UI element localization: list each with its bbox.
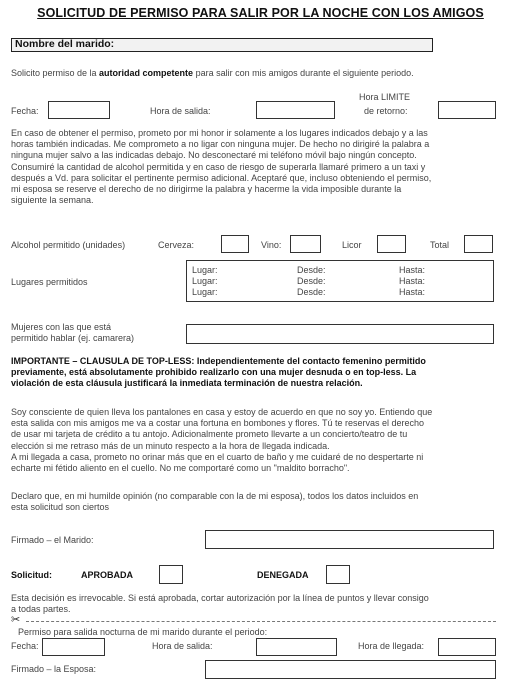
topless-clause-line: violación de esta cláusula justificará la inmediata terminación de nuestra relación.	[11, 378, 363, 389]
husband-signature-input[interactable]	[205, 530, 494, 549]
coupon-departure-label: Hora de salida:	[152, 641, 213, 651]
topless-clause-text: Independientemente del contacto femenino permitido	[194, 356, 426, 366]
conscience-line: elección si me retraso más de un minuto respecto a la hora de llegada indicada.	[11, 440, 330, 451]
approved-label: APROBADA	[81, 570, 134, 580]
beer-label: Cerveza:	[158, 240, 195, 250]
from-label: Desde:	[297, 265, 326, 275]
promise-line: ninguna mujer salvo a las indicadas debajo. No desconectaré mi teléfono móvil bajo ningún concepto.	[11, 150, 417, 161]
return-limit-label-line2: de retorno:	[364, 106, 408, 116]
irrevocable-paragraph	[11, 593, 516, 615]
coupon-departure-input[interactable]	[256, 638, 337, 656]
promise-line: Consumiré la cantidad de alcohol permitida y en caso de riesgo de superarla llamaré primero a un taxi y	[11, 161, 426, 172]
page-title: SOLICITUD DE PERMISO PARA SALIR POR LA NOCHE CON LOS AMIGOS	[37, 6, 484, 20]
intro-text-bold: autoridad competente	[99, 68, 194, 78]
declaration-line: Declaro que, en mi humilde opinión (no comparable con la de mi esposa), todos los datos incluidos en	[11, 491, 419, 501]
total-label: Total	[430, 240, 450, 250]
from-label: Desde:	[297, 276, 326, 286]
women-label-line2: permitido hablar (ej. camarera)	[11, 333, 135, 343]
date-input[interactable]	[48, 101, 110, 119]
from-label: Desde:	[297, 287, 326, 297]
topless-clause-heading: IMPORTANTE – CLAUSULA DE TOP-LESS:	[11, 356, 195, 366]
promise-line: horas también indicadas. Me comprometo a no ligar con ninguna mujer. De hecho no dirigiré la palabra a	[11, 139, 430, 150]
liquor-input[interactable]	[377, 235, 406, 253]
place-label: Lugar:	[192, 287, 218, 297]
intro-text	[11, 68, 414, 79]
promise-line: después a Vd. para solicitar el pertinente permiso adicional. Aceptaré que, incluso obteniendo el permiso,	[11, 172, 432, 183]
conscience-paragraph	[11, 407, 516, 474]
irrevocable-line: a todas partes.	[11, 604, 71, 615]
conscience-line: de usar mi tarjeta de crédito a tu antojo. Adicionalmente prometo llevarte a un concierto/teatro de tu	[11, 429, 408, 440]
conscience-line: Soy consciente de quien lleva los pantalones en casa y estoy de acuerdo en que no soy yo. Entiendo que	[11, 407, 433, 417]
places-label: Lugares permitidos	[11, 277, 88, 287]
coupon-arrival-label: Hora de llegada:	[358, 641, 425, 651]
return-limit-label-line1: Hora LIMITE	[359, 92, 411, 102]
intro-text-end: para salir con mis amigos durante el siguiente periodo.	[193, 68, 414, 78]
intro-text-start: Solicito permiso de la	[11, 68, 100, 78]
wine-label: Vino:	[261, 240, 282, 250]
place-label: Lugar:	[192, 276, 218, 286]
denied-label: DENEGADA	[257, 570, 309, 580]
husband-name-field[interactable]	[11, 38, 433, 52]
conscience-line: echarte mi fétido aliento en el cuello. No me comportaré como un "maldito borracho".	[11, 463, 350, 474]
coupon-date-input[interactable]	[42, 638, 105, 656]
return-limit-input[interactable]	[438, 101, 496, 119]
place-label: Lugar:	[192, 265, 218, 275]
declaration-line: esta solicitud son ciertos	[11, 502, 110, 513]
promise-paragraph	[11, 128, 511, 206]
departure-time-label: Hora de salida:	[150, 106, 211, 116]
topless-clause-line	[11, 356, 516, 367]
women-label-line1: Mujeres con las que está	[11, 322, 112, 332]
husband-signature-label: Firmado – el Marido:	[11, 535, 94, 545]
declaration-paragraph	[11, 491, 516, 513]
to-label: Hasta:	[399, 287, 426, 297]
approved-checkbox[interactable]	[159, 565, 183, 584]
beer-input[interactable]	[221, 235, 249, 253]
wife-signature-label: Firmado – la Esposa:	[11, 664, 97, 674]
coupon-heading: Permiso para salida nocturna de mi marido durante el periodo:	[18, 627, 268, 637]
husband-name-label: Nombre del marido:	[15, 38, 115, 50]
cut-line[interactable]	[26, 621, 496, 622]
to-label: Hasta:	[399, 276, 426, 286]
coupon-date-label: Fecha:	[11, 641, 39, 651]
promise-line: En caso de obtener el permiso, prometo por mi honor ir solamente a los lugares indicados debajo y a las	[11, 128, 428, 138]
total-input[interactable]	[464, 235, 493, 253]
liquor-label: Licor	[342, 240, 362, 250]
wine-input[interactable]	[290, 235, 321, 253]
places-box[interactable]	[186, 260, 494, 302]
coupon-arrival-input[interactable]	[438, 638, 496, 656]
topless-clause-line: previamente, está absolutamente prohibido realizarlo con una mujer desnuda o en top-less. La	[11, 367, 417, 378]
conscience-line: A mi llegada a casa, prometo no orinar más que en el cuarto de baño y me cuidaré de no despertarte ni	[11, 451, 424, 462]
date-label: Fecha:	[11, 106, 39, 116]
conscience-line: esta salida con mis amigos me va a costar una fortuna en bombones y flores. Tú te reservas el derecho	[11, 418, 425, 429]
to-label: Hasta:	[399, 265, 426, 275]
irrevocable-line: Esta decisión es irrevocable. Si está aprobada, cortar autorización por la línea de puntos y llevar consigo	[11, 593, 429, 603]
scissors-icon: ✂	[11, 614, 21, 626]
promise-line: mi esposa se reserve el derecho de no dirigirme la palabra y hacerme la vida imposible durante la	[11, 184, 402, 195]
alcohol-label: Alcohol permitido (unidades)	[11, 240, 126, 250]
promise-line: siguiente la semana.	[11, 195, 94, 206]
denied-checkbox[interactable]	[326, 565, 350, 584]
departure-time-input[interactable]	[256, 101, 335, 119]
allowed-women-input[interactable]	[186, 324, 494, 344]
decision-label: Solicitud:	[11, 570, 52, 580]
wife-signature-input[interactable]	[205, 660, 496, 679]
topless-clause	[11, 356, 516, 390]
